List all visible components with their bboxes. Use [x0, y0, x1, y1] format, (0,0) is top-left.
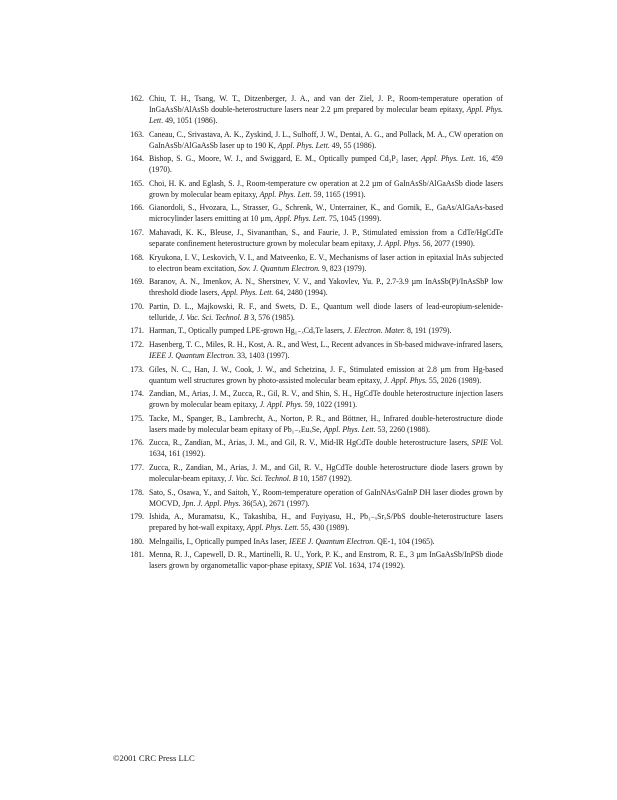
reference-number: 179. [130, 512, 144, 522]
reference-item [123, 388, 503, 410]
reference-number: 178. [130, 487, 144, 497]
reference-number: 171. [130, 326, 144, 336]
reference-list [123, 93, 503, 574]
reference-text: Baranov, A. N., Imenkov, A. N., Sherstnev, V. V., and Yakovlev, Yu. P., 2.7-3.9 µm InAsSb(P)/InAsSbP low threshold diode lasers, [149, 277, 503, 298]
reference-number: 174. [130, 389, 144, 399]
reference-text: Menna, R. J., Capewell, D. R., Martinelli, R. U., York, P. K., and Enstrom, R. E., 3 µm InGaAsSb/InPSb diode lasers grown by organometallic vapor-phase epitaxy, [149, 550, 503, 571]
reference-number: 167. [130, 227, 144, 237]
reference-citation: 33, 1403 (1997). [235, 350, 290, 360]
reference-item [123, 301, 503, 323]
journal-name: J. Vac. Sci. Technol. B [179, 312, 249, 322]
reference-citation: 36(5A), 2671 (1997). [240, 498, 310, 508]
journal-name: J. Appl. Phys. [383, 375, 427, 385]
reference-item [123, 93, 503, 126]
reference-citation: 9, 823 (1979). [319, 263, 367, 273]
reference-citation: 49, 55 (1986). [329, 140, 377, 150]
reference-number: 177. [130, 462, 144, 472]
reference-item [123, 202, 503, 224]
reference-text: Zucca, R., Zandian, M., Arias, J. M., and Gil, R. V., HgCdTe double heterostructure diode lasers grown by molecular-beam epitaxy, [149, 462, 503, 483]
reference-item [123, 325, 503, 336]
reference-item [123, 129, 503, 151]
reference-text: Sato, S., Osawa, Y., and Saitoh, Y., Room-temperature operation of GaInNAs/GaInP DH laser diodes grown by MOCVD, [149, 487, 503, 508]
reference-text: Melngailis, I., Optically pumped InAs laser, [149, 536, 289, 546]
reference-citation: 75, 1045 (1999). [326, 214, 382, 224]
journal-name: J. Electron. Mater. [346, 326, 406, 336]
journal-name: Appl. Phys. Lett. [277, 140, 330, 150]
reference-text: Partin, D. L., Majkowski, R. F., and Swets, D. E., Quantum well diode lasers of lead-europium-selenide-telluride, [149, 301, 503, 322]
journal-name: J. Appl. Phys. [377, 238, 421, 248]
reference-citation: 56, 2077 (1990). [420, 238, 475, 248]
reference-number: 173. [130, 364, 144, 374]
reference-citation: 59, 1022 (1991). [302, 400, 358, 410]
reference-text: Caneau, C., Srivastava, A. K., Zyskind, J. L., Sulhoff, J. W., Dentai, A. G., and Pollack, M. A., CW operation on GaInAsSb/AlGaAsSb laser up to 190 K, [149, 129, 503, 150]
reference-citation: 64, 2480 (1994). [273, 288, 328, 298]
reference-number: 181. [130, 550, 144, 560]
reference-text: Harman, T., Optically pumped LPE-grown Hg₁₋ₓCdₓTe lasers, [149, 326, 347, 336]
reference-citation: QE-1, 104 (1965). [375, 536, 435, 546]
journal-name: Appl. Phys. Lett. [149, 105, 503, 125]
reference-citation: 49, 1051 (1986). [163, 116, 218, 125]
reference-text: Chiu, T. H., Tsang, W. T., Ditzenberger, J. A., and van der Ziel, J. P., Room-temperature operation of InGaAsSb/AlAsSb double-heterostructure lasers near 2.2 µm prepared by molecular beam epitaxy, [149, 94, 503, 114]
reference-text: Mahavadi, K. K., Bleuse, J., Sivananthan, S., and Faurie, J. P., Stimulated emission from a CdTe/HgCdTe separate confinement heterostructure grown by molecular beam epitaxy, [149, 227, 503, 248]
journal-name: IEEE J. Quantum Electron. [149, 350, 236, 360]
reference-item [123, 153, 503, 175]
reference-item [123, 549, 503, 571]
reference-number: 176. [130, 438, 144, 448]
reference-number: 170. [130, 301, 144, 311]
journal-name: Appl. Phys. Lett. [221, 288, 274, 298]
journal-name: SPIE [471, 438, 488, 448]
reference-item [123, 227, 503, 249]
reference-item [123, 178, 503, 200]
reference-text: Kryukona, I. V., Leskovich, V. I., and Matveenko, E. V., Mechanisms of laser action in epitaxial InAs subjected to electron beam excitation, [149, 252, 503, 273]
journal-name: IEEE J. Quantum Electron. [288, 536, 376, 546]
reference-text: Choi, H. K. and Eglash, S. J., Room-temperature cw operation at 2.2 µm of GaInAsSb/AlGaAsSb diode lasers grown by molecular beam epitaxy, [149, 178, 503, 199]
reference-text: Zandian, M., Arias, J. M., Zucca, R., Gil, R. V., and Shin, S. H., HgCdTe double heterostructure injection lasers grown by molecular beam epitaxy, [149, 389, 503, 410]
reference-number: 168. [130, 252, 144, 262]
reference-text: Hasenberg, T. C., Miles, R. H., Kost, A. R., and West, L., Recent advances in Sb-based midwave-infrared lasers, [149, 339, 503, 349]
reference-text: Gianordoli, S., Hvozara, L., Strasser, G., Schrenk, W., Unterrainer, K., and Gornik, E., GaAs/AlGaAs-based microcylinder lasers emitting at 10 µm, [149, 203, 503, 224]
reference-citation: 55, 430 (1989). [298, 523, 350, 533]
reference-citation: 3, 576 (1985). [248, 312, 295, 322]
reference-text: Zucca, R., Zandian, M., Arias, J. M., and Gil, R. V., Mid-IR HgCdTe double heterostructure lasers, [149, 438, 472, 448]
reference-text: Ishida, A., Muramatsu, K., Takashiba, H., and Fuyiyasu, H., Pb₁₋ₓSrₓS/PbS double-heterostructure lasers prepared by hot-wall expitaxy, [149, 512, 503, 533]
journal-name: Appl. Phys. Lett. [246, 523, 299, 533]
reference-item [123, 511, 503, 533]
reference-citation: 53, 2260 (1988). [375, 424, 430, 434]
reference-citation: 10, 1587 (1992). [297, 473, 352, 483]
reference-number: 164. [130, 154, 144, 164]
reference-citation: 59, 1165 (1991). [311, 189, 366, 199]
journal-name: Appl. Phys. Lett. [323, 424, 376, 434]
journal-name: J. Vac. Sci. Technol. B [228, 473, 298, 483]
reference-item [123, 536, 503, 547]
journal-name: Appl. Phys. Lett. [421, 154, 476, 164]
reference-citation: 16, 459 (1970). [149, 154, 503, 175]
reference-citation: 8, 191 (1979). [405, 326, 452, 336]
reference-number: 175. [130, 413, 144, 423]
journal-name: SPIE [316, 561, 333, 571]
reference-text: Giles, N. C., Han, J. W., Cook, J. W., and Schetzina, J. F., Stimulated emission at 2.8 µm from Hg-based quantum well structures grown by photo-assisted molecular beam epitaxy, [149, 364, 503, 385]
copyright-footer: ©2001 CRC Press LLC [113, 753, 195, 763]
reference-item [123, 339, 503, 361]
reference-number: 165. [130, 178, 144, 188]
reference-item [123, 462, 503, 484]
journal-name: J. Appl. Phys. [259, 400, 303, 410]
reference-text: Bishop, S. G., Moore, W. J., and Swiggard, E. M., Optically pumped Cd₃P₂ laser, [149, 154, 422, 164]
journal-name: Appl. Phys. Lett. [274, 214, 327, 224]
reference-citation: Vol. 1634, 174 (1992). [332, 561, 405, 571]
reference-number: 169. [130, 277, 144, 287]
reference-item [123, 364, 503, 386]
reference-number: 162. [130, 94, 144, 103]
reference-item [123, 276, 503, 298]
reference-number: 166. [130, 203, 144, 213]
reference-citation: 55, 2026 (1989). [426, 375, 482, 385]
reference-number: 180. [130, 536, 144, 546]
reference-item [123, 437, 503, 459]
journal-name: Jpn. J. Appl. Phys. [182, 498, 241, 508]
reference-number: 163. [130, 129, 144, 139]
reference-citation: Vol. 1634, 161 (1992). [149, 438, 503, 459]
reference-text: Tacke, M., Spanger, B., Lambrecht, A., Norton, P. R., and Böttner, H., Infrared double-heterostructure diode lasers made by molecular beam epitaxy of Pb₁₋ₓEuₓSe, [149, 413, 503, 434]
journal-name: Appl. Phys. Lett. [259, 189, 312, 199]
reference-number: 172. [130, 339, 144, 349]
reference-item [123, 413, 503, 435]
reference-item [123, 252, 503, 274]
reference-item [123, 487, 503, 509]
journal-name: Sov. J. Quantum Electron. [238, 263, 320, 273]
